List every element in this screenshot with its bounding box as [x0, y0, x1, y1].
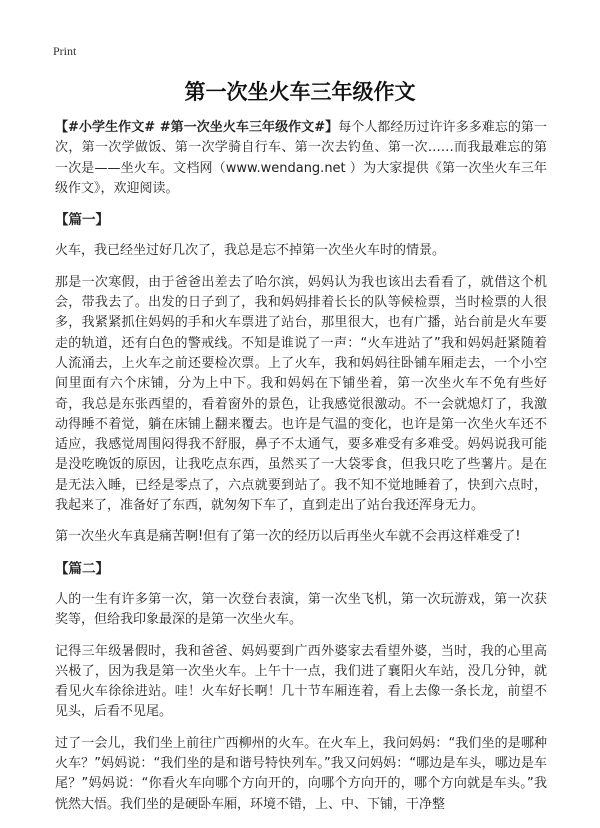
paragraph: 人的一生有许多第一次，第一次登台表演，第一次坐飞机，第一次玩游戏，第一次获奖等，但给我印象最深的是第一次坐火车。 [55, 591, 547, 628]
page-title: 第一次坐火车三年级作文 [184, 80, 416, 104]
section-heading-2: 【篇二】 [55, 560, 109, 577]
intro-paragraph [55, 118, 547, 199]
paragraph: 火车，我已经坐过好几次了，我总是忘不掉第一次坐火车时的情景。 [55, 243, 446, 259]
print-label: Print [53, 44, 77, 58]
article-body [55, 118, 547, 815]
intro-tag: 【#小学生作文# #第一次坐火车三年级作文#】 [55, 120, 339, 135]
paragraph: 那是一次寒假，由于爸爸出差去了哈尔滨，妈妈认为我也该出去看看了，就借这个机会，带我去了。出发的日子到了，我和妈妈排着长长的队等候检票，当时检票的人很多，我紧紧抓住妈妈的手和火车票进了站台，那里很大，也有广播，站台前是火车要走的轨道，还有白色的警戒线。不知是谁说了一声：“火车进站了”我和妈妈赶紧随着人流涌去，上火车之前还要检次票。上了火车，我和妈妈往卧铺车厢走去，一个小空间里面有六个床铺，分为上中下。我和妈妈在下铺坐着，第一次坐火车不免有些好奇，我总是东张西望的，看着窗外的景色，让我感觉很激动。不一会就熄灯了，我激动得睡不着觉，躺在床铺上翻来覆去。也许是气温的变化，也许是第一次坐火车还不适应，我感觉周围闷得我不舒服，鼻子不太通气，要多难受有多难受。妈妈说我可能是没吃晚饭的原因，让我吃点东西，虽然买了一大袋零食，但我只吃了些薯片。是在是无法入睡，已经是零点了，六点就要到站了。我不知不觉地睡着了，快到六点时，我起来了，准备好了东西，就匆匆下车了，直到走出了站台我还浑身无力。 [55, 274, 547, 514]
paragraph: 第一次坐火车真是痛苦啊!但有了第一次的经历以后再坐火车就不会再这样难受了! [55, 529, 521, 545]
paragraph: 过了一会儿，我们坐上前往广西柳州的火车。在火车上，我问妈妈：“我们坐的是哪种火车？”妈妈说：“我们坐的是和谐号特快列车。”我又问妈妈：“哪边是车头，哪边是车尾？”妈妈说：“你看火车向哪个方向开的，向哪个方向开的，哪个方向就是车头。”我恍然大悟。我们坐的是硬卧车厢，环境不错，上、中、下铺，干净整 [55, 735, 547, 812]
section-heading-1: 【篇一】 [55, 212, 109, 229]
intro-text: 每个人都经历过许许多多难忘的第一次，第一次学做饭、第一次学骑自行车、第一次去钓鱼、第一次……而我最难忘的第一次是——坐火车。文档网（www.wendang.net ）为大家提供《第一次坐火车三年级作文》，欢迎阅读。 [55, 120, 547, 196]
paragraph: 记得三年级暑假时，我和爸爸、妈妈要到广西外婆家去看望外婆，当时，我的心里高兴极了，因为我是第一次坐火车。上午十一点，我们进了襄阳火车站，没几分钟，就看见火车徐徐进站。哇！火车好长啊！几十节车厢连着，看上去像一条长龙，前望不见头，后看不见尾。 [55, 643, 547, 720]
